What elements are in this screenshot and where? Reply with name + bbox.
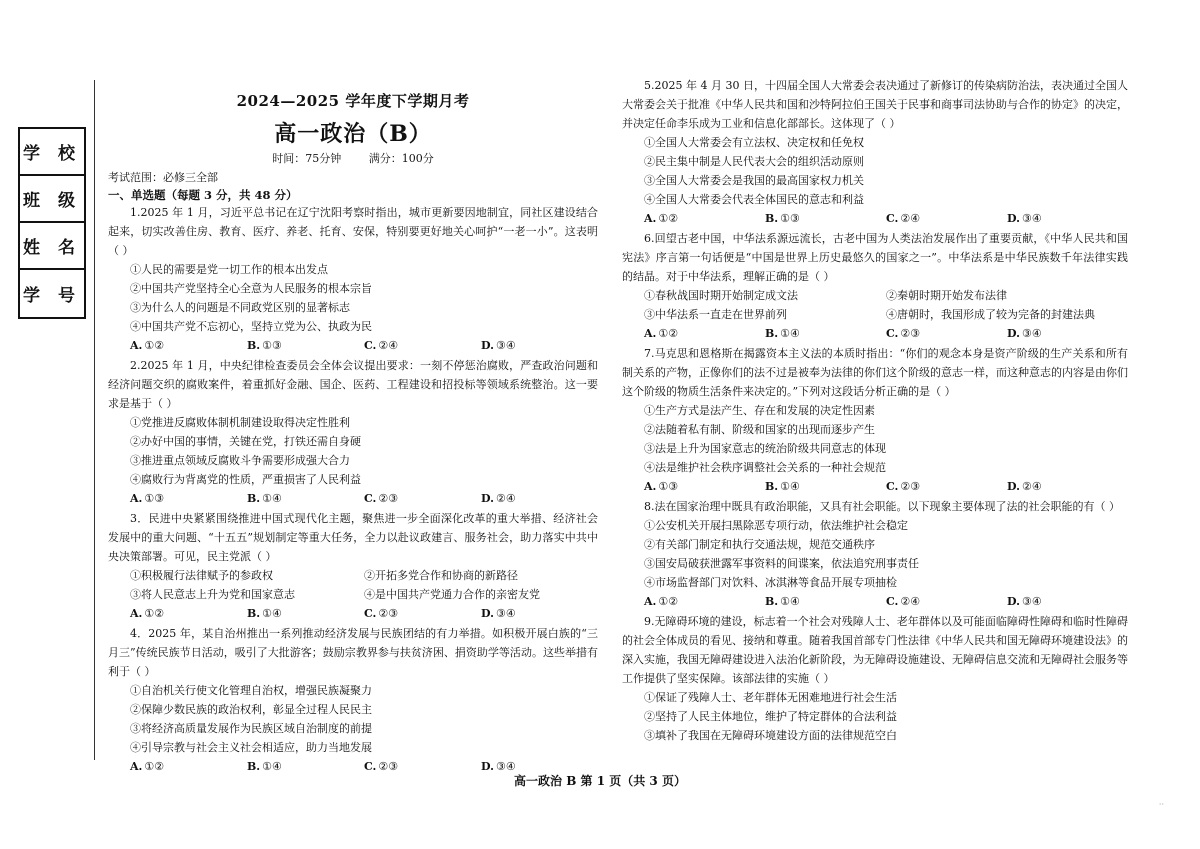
answer-choice <box>1007 477 1128 496</box>
choice-text: ②③ <box>900 480 921 493</box>
statement-option: ②秦朝时期开始发布法律 <box>886 289 1007 302</box>
question-item <box>108 509 598 623</box>
choice-text: ①③ <box>658 480 679 493</box>
answer-choice <box>130 489 247 508</box>
choice-letter: A. <box>130 339 143 352</box>
section-heading: 一、单选题（每题 3 分，共 48 分） <box>108 188 298 202</box>
choice-text: ①④ <box>780 595 800 608</box>
statement-option: ③中华法系一直走在世界前列 <box>644 308 787 321</box>
choice-letter: C. <box>886 327 899 340</box>
page-footer: 高一政治 B 第 1 页（共 3 页） <box>514 774 686 788</box>
statement-option: ①人民的需要是党一切工作的根本出发点 <box>130 263 328 276</box>
choice-text: ②④ <box>495 492 516 505</box>
class-label: 班 级 <box>20 176 84 223</box>
answer-choices <box>108 336 598 355</box>
choice-text: ①② <box>658 327 679 340</box>
question-item <box>622 344 1128 496</box>
choice-letter: C. <box>364 492 377 505</box>
answer-choice <box>130 336 247 355</box>
right-question-list <box>622 76 1128 745</box>
choice-text: ②④ <box>378 339 399 352</box>
choice-letter: B. <box>765 480 779 493</box>
answer-choice <box>247 604 364 623</box>
choice-letter: A. <box>644 327 657 340</box>
statement-option: ④是中国共产党通力合作的亲密友党 <box>364 588 540 601</box>
choice-text: ②③ <box>378 760 399 773</box>
answer-choice <box>247 336 364 355</box>
statement-option: ②坚持了人民主体地位，维护了特定群体的合法利益 <box>644 710 897 723</box>
answer-choice <box>364 336 481 355</box>
statement-option: ④全国人大常委会代表全体国民的意志和利益 <box>644 193 864 206</box>
question-stem: 2.2025 年 1 月，中央纪律检查委员会全体会议提出要求：一刻不停惩治腐败，严查政治问题和经济问题交织的腐败案件，着重抓好金融、国企、医药、工程建设和招投标等领域系统整治。这一要求是基于（ ） <box>108 359 598 410</box>
question-item <box>108 356 598 508</box>
statement-option: ②法随着私有制、阶级和国家的出现而逐步产生 <box>644 423 875 436</box>
statement-option: ②有关部门制定和执行交通法规，规范交通秩序 <box>644 538 875 551</box>
statement-option: ①春秋战国时期开始制定成文法 <box>644 289 798 302</box>
question-stem: 7.马克思和恩格斯在揭露资本主义法的本质时指出：“你们的观念本身是资产阶级的生产关系和所有制关系的产物，正像你们的法不过是被奉为法律的你们这个阶级的意志一样，而这种意志的内容是由你们这个阶级的物质生活条件来决定的。”下列对这段话分析正确的是（ ） <box>622 347 1128 398</box>
answer-choices <box>622 592 1128 611</box>
statement-option: ③填补了我国在无障碍环境建设方面的法律规范空白 <box>644 729 897 742</box>
choice-text: ①④ <box>262 607 282 620</box>
answer-choice <box>765 209 886 228</box>
statement-option: ②保障少数民族的政治权利，彰显全过程人民民主 <box>130 703 372 716</box>
answer-choice <box>481 604 598 623</box>
answer-choice <box>247 489 364 508</box>
choice-letter: B. <box>247 760 261 773</box>
exam-time: 时间：75分钟 <box>272 152 342 165</box>
statement-option: ④引导宗教与社会主义社会相适应，助力当地发展 <box>130 741 372 754</box>
school-label: 学 校 <box>20 129 84 176</box>
answer-choice <box>481 336 598 355</box>
question-item <box>622 76 1128 228</box>
statement-option: ①全国人大常委会有立法权、决定权和任免权 <box>644 136 864 149</box>
statement-option: ③将经济高质量发展作为民族区域自治制度的前提 <box>130 722 372 735</box>
question-stem: 4．2025 年，某自治州推出一系列推动经济发展与民族团结的有力举措。如积极开展白族的“三月三”传统民族节日活动，吸引了大批游客；鼓励宗教界参与扶贫济困、捐资助学等活动。这些举措有利于（ ） <box>108 627 598 678</box>
statement-option: ④唐朝时，我国形成了较为完备的封建法典 <box>886 308 1095 321</box>
statement-option: ①积极履行法律赋予的参政权 <box>130 569 273 582</box>
question-stem: 3．民进中央紧紧围绕推进中国式现代化主题，聚焦进一步全面深化改革的重大举措、经济社会发展中的重大问题、“十五五”规划制定等重大任务，全力以赴议政建言、服务社会，助力落实中共中央决策部署。可见，民主党派（ ） <box>108 512 598 563</box>
exam-meta <box>108 150 598 166</box>
answer-choice <box>886 209 1007 228</box>
choice-letter: A. <box>130 492 143 505</box>
option-row <box>108 566 598 585</box>
question-stem: 9.无障碍环境的建设，标志着一个社会对残障人士、老年群体以及可能面临障碍性障碍和临时性障碍的社会全体成员的看见、接纳和尊重。随着我国首部专门性法律《中华人民共和国无障碍环境建设法》的深入实施，我国无障碍建设进入法治化新阶段，为无障碍设施建设、无障碍信息交流和无障碍社会服务等工作提供了坚实保障。该部法律的实施（ ） <box>622 615 1128 685</box>
question-item <box>622 229 1128 343</box>
answer-choice <box>886 477 1007 496</box>
left-question-list <box>108 203 598 776</box>
answer-choices <box>622 209 1128 228</box>
choice-letter: B. <box>765 595 779 608</box>
exam-scope: 考试范围：必修三全部 <box>108 171 218 184</box>
answer-choice <box>886 324 1007 343</box>
question-stem: 8.法在国家治理中既具有政治职能，又具有社会职能。以下现象主要体现了法的社会职能的有（ ） <box>644 500 1120 513</box>
statement-option: ①自治机关行使文化管理自治权，增强民族凝聚力 <box>130 684 372 697</box>
answer-choice <box>1007 209 1128 228</box>
choice-letter: C. <box>364 760 377 773</box>
choice-letter: B. <box>247 492 261 505</box>
exam-title: 2024—2025 学年度下学期月考 <box>236 92 470 110</box>
statement-option: ①生产方式是法产生、存在和发展的决定性因素 <box>644 404 875 417</box>
statement-option: ②中国共产党坚持全心全意为人民服务的根本宗旨 <box>130 282 372 295</box>
answer-choices <box>108 489 598 508</box>
choice-letter: C. <box>886 480 899 493</box>
choice-text: ①③ <box>780 212 800 225</box>
choice-text: ②③ <box>378 492 399 505</box>
choice-text: ①② <box>658 212 679 225</box>
answer-choice <box>481 489 598 508</box>
choice-text: ③④ <box>495 607 516 620</box>
answer-choice <box>130 604 247 623</box>
statement-option: ③为什么人的问题是不同政党区别的显著标志 <box>130 301 350 314</box>
choice-text: ①② <box>144 760 165 773</box>
answer-choices <box>622 477 1128 496</box>
answer-choice <box>644 324 765 343</box>
choice-letter: D. <box>1007 480 1020 493</box>
choice-letter: D. <box>1007 595 1020 608</box>
choice-letter: A. <box>130 760 143 773</box>
question-item <box>622 497 1128 611</box>
choice-text: ③④ <box>495 339 516 352</box>
answer-choice <box>1007 324 1128 343</box>
choice-letter: C. <box>364 339 377 352</box>
choice-letter: A. <box>644 595 657 608</box>
choice-letter: D. <box>481 492 494 505</box>
choice-text: ②④ <box>1021 480 1042 493</box>
statement-option: ③法是上升为国家意志的统治阶级共同意志的体现 <box>644 442 886 455</box>
choice-text: ①② <box>144 339 165 352</box>
statement-option: ①党推进反腐败体制机制建设取得决定性胜利 <box>130 416 350 429</box>
choice-text: ③④ <box>1021 327 1042 340</box>
statement-option: ④腐败行为背离党的性质，严重损害了人民利益 <box>130 473 361 486</box>
choice-text: ①④ <box>262 492 282 505</box>
choice-text: ①② <box>144 607 165 620</box>
student-info-box <box>18 127 86 319</box>
choice-letter: B. <box>247 339 261 352</box>
statement-option: ④市场监督部门对饮料、冰淇淋等食品开展专项抽检 <box>644 576 897 589</box>
statement-option: ①保证了残障人士、老年群体无困难地进行社会生活 <box>644 691 897 704</box>
answer-choices <box>108 604 598 623</box>
choice-letter: B. <box>247 607 261 620</box>
choice-letter: D. <box>481 607 494 620</box>
statement-option: ②民主集中制是人民代表大会的组织活动原则 <box>644 155 864 168</box>
exam-subject: 高一政治（B） <box>274 121 432 147</box>
answer-choice <box>886 592 1007 611</box>
corner-mark: ·· <box>1158 800 1164 809</box>
choice-text: ③④ <box>1021 212 1042 225</box>
statement-option: ③推进重点领域反腐败斗争需要形成强大合力 <box>130 454 350 467</box>
choice-text: ①④ <box>262 760 282 773</box>
question-stem: 5.2025 年 4 月 30 日，十四届全国人大常委会表决通过了新修订的传染病防治法，表决通过全国人大常委会关于批准《中华人民共和国和沙特阿拉伯王国关于民事和商事司法协助与合作的协定》的决定，并决定任命李乐成为工业和信息化部部长。这体现了（ ） <box>622 79 1128 130</box>
question-stem: 6.回望古老中国，中华法系源远流长，古老中国为人类法治发展作出了重要贡献，《中华人民共和国宪法》序言第一句话便是“中国是世界上历史最悠久的国家之一”。中华法系是中华民族数千年法律实践的结晶。对于中华法系，理解正确的是（ ） <box>622 232 1128 283</box>
answer-choice <box>765 324 886 343</box>
choice-letter: D. <box>481 760 494 773</box>
answer-choice <box>1007 592 1128 611</box>
option-row <box>622 305 1128 324</box>
question-item <box>108 624 598 776</box>
answer-choice <box>644 209 765 228</box>
statement-option: ③国安局破获泄露军事资料的间谍案，依法追究刑事责任 <box>644 557 919 570</box>
statement-option: ④法是维护社会秩序调整社会关系的一种社会规范 <box>644 461 886 474</box>
choice-text: ①② <box>658 595 679 608</box>
answer-choice <box>364 604 481 623</box>
statement-option: ①公安机关开展扫黑除恶专项行动，依法维护社会稳定 <box>644 519 908 532</box>
choice-text: ③④ <box>495 760 516 773</box>
question-stem: 1.2025 年 1 月，习近平总书记在辽宁沈阳考察时指出，城市更新要因地制宜，同社区建设结合起来，切实改善住房、教育、医疗、养老、托育、安保，特别要更好地关心呵护“一老一小”。这表明（ ） <box>108 206 598 257</box>
statement-option: ③全国人大常委会是我国的最高国家权力机关 <box>644 174 864 187</box>
question-item <box>108 203 598 355</box>
statement-option: ②办好中国的事情，关键在党，打铁还需自身硬 <box>130 435 361 448</box>
choice-letter: C. <box>886 212 899 225</box>
student-number-label: 学 号 <box>23 286 81 306</box>
choice-letter: C. <box>886 595 899 608</box>
choice-letter: B. <box>765 327 779 340</box>
choice-letter: D. <box>481 339 494 352</box>
exam-score: 满分：100分 <box>368 152 434 165</box>
answer-choice <box>644 477 765 496</box>
choice-text: ②④ <box>900 212 921 225</box>
choice-text: ①④ <box>780 327 800 340</box>
left-column <box>108 76 598 777</box>
answer-choice <box>765 477 886 496</box>
choice-text: ②③ <box>900 327 921 340</box>
answer-choice <box>364 489 481 508</box>
choice-letter: D. <box>1007 327 1020 340</box>
answer-choice <box>765 592 886 611</box>
binding-line <box>94 80 95 760</box>
question-item <box>622 612 1128 745</box>
choice-text: ③④ <box>1021 595 1042 608</box>
answer-choices <box>622 324 1128 343</box>
statement-option: ③将人民意志上升为党和国家意志 <box>130 588 295 601</box>
name-label: 姓 名 <box>20 223 84 270</box>
right-column <box>622 76 1128 745</box>
statement-option: ②开拓多党合作和协商的新路径 <box>364 569 518 582</box>
option-row <box>622 286 1128 305</box>
choice-text: ②④ <box>900 595 921 608</box>
choice-letter: A. <box>130 607 143 620</box>
choice-letter: B. <box>765 212 779 225</box>
choice-text: ①③ <box>144 492 165 505</box>
choice-letter: A. <box>644 480 657 493</box>
option-row <box>108 585 598 604</box>
choice-letter: A. <box>644 212 657 225</box>
choice-text: ①④ <box>780 480 800 493</box>
choice-letter: D. <box>1007 212 1020 225</box>
answer-choice <box>644 592 765 611</box>
statement-option: ④中国共产党不忘初心，坚持立党为公、执政为民 <box>130 320 372 333</box>
choice-letter: C. <box>364 607 377 620</box>
choice-text: ①③ <box>262 339 282 352</box>
choice-text: ②③ <box>378 607 399 620</box>
